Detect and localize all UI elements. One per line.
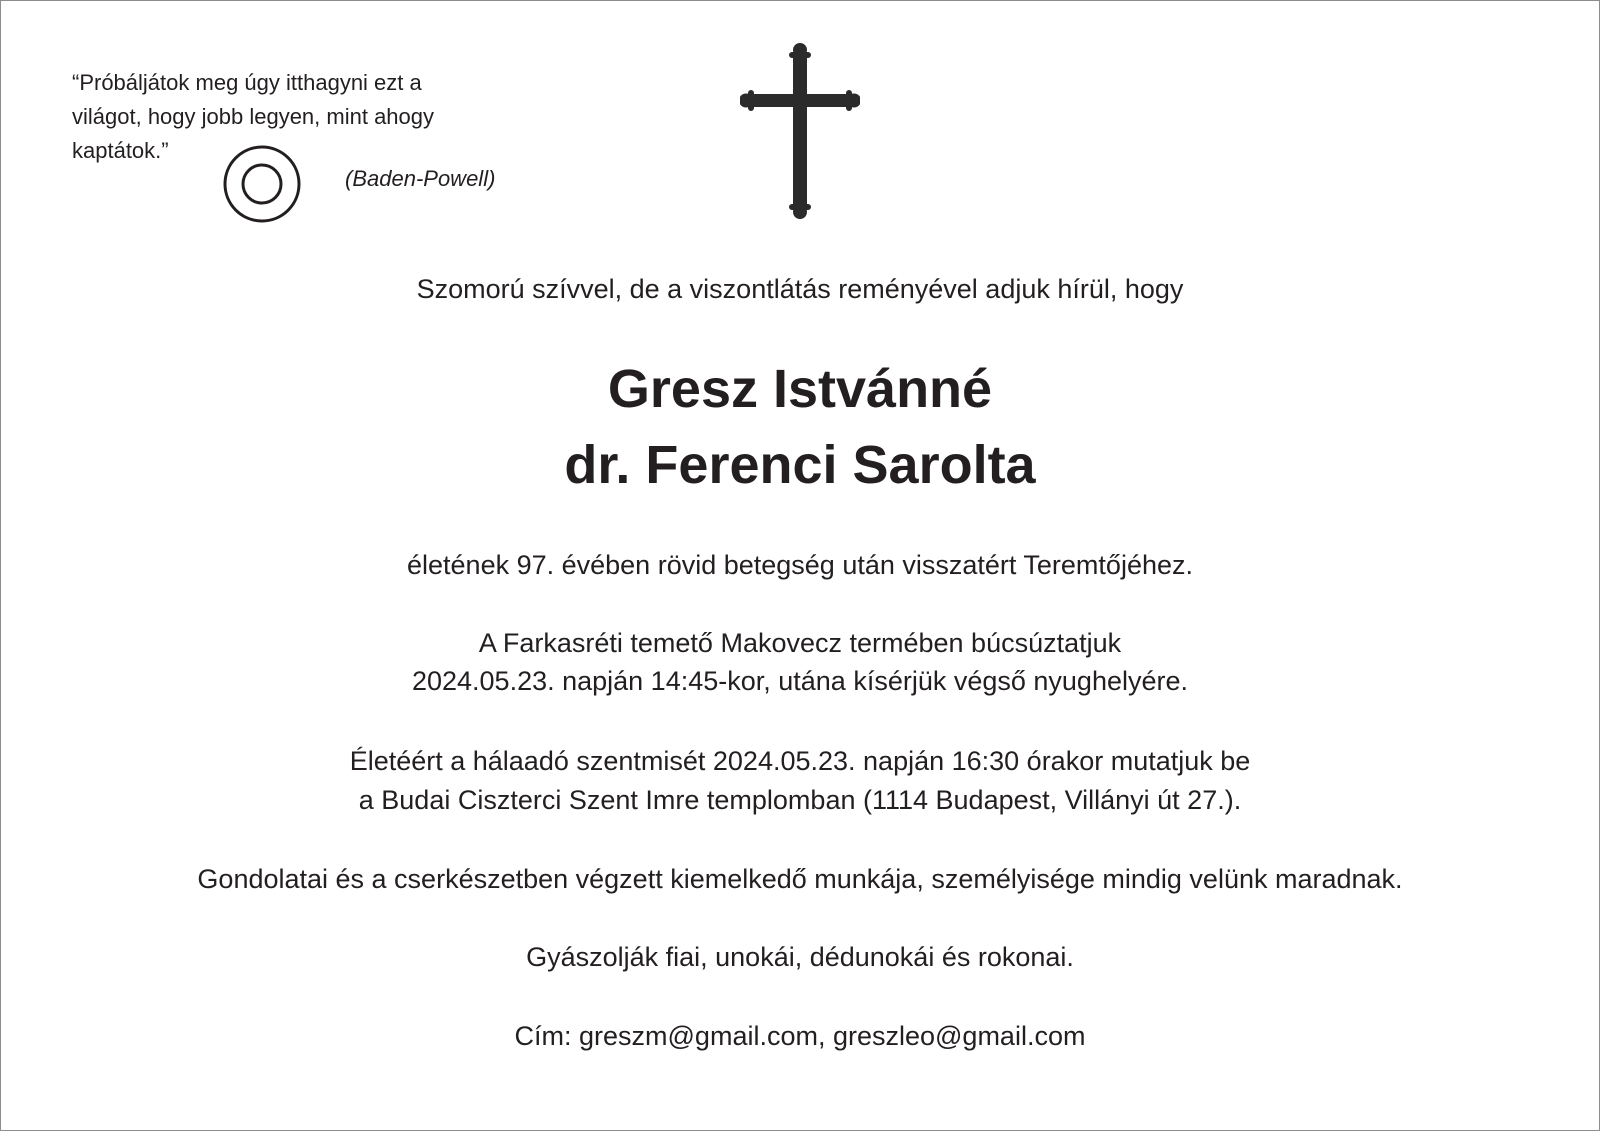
quote-author: (Baden-Powell) [345, 166, 496, 191]
mass-text-line-2: a Budai Ciszterci Szent Imre templomban (1114 Budapest, Villányi út 27.). [358, 785, 1242, 815]
quote-text: “Próbáljátok meg úgy itthagyni ezt a világot, hogy jobb legyen, mint ahogy kaptátok.” [72, 70, 435, 163]
deceased-name-line-2: dr. Ferenci Sarolta [564, 435, 1036, 495]
mass-text-line-1: Életéért a hálaadó szentmisét 2024.05.23. napján 16:30 órakor mutatjuk be [349, 746, 1251, 776]
scout-trail-sign-icon [222, 144, 302, 224]
deceased-name-line-1: Gresz Istvánné [607, 359, 993, 419]
passing-text: életének 97. évében rövid betegség után visszatért Teremtőjéhez. [407, 550, 1193, 580]
cross-icon [740, 42, 860, 220]
contact-text: Cím: greszm@gmail.com, greszleo@gmail.com [514, 1021, 1086, 1051]
funeral-text-line-2: 2024.05.23. napján 14:45-kor, utána kísérjük végső nyughelyére. [411, 666, 1189, 696]
funeral-text-line-1: A Farkasréti temető Makovecz termében búcsúztatjuk [478, 628, 1122, 658]
legacy-text: Gondolatai és a cserkészetben végzett kiemelkedő munkája, személyisége mindig velünk maradnak. [197, 864, 1403, 894]
intro-text: Szomorú szívvel, de a viszontlátás reményével adjuk hírül, hogy [416, 274, 1184, 304]
mourners-text: Gyászolják fiai, unokái, dédunokái és rokonai. [526, 942, 1074, 972]
